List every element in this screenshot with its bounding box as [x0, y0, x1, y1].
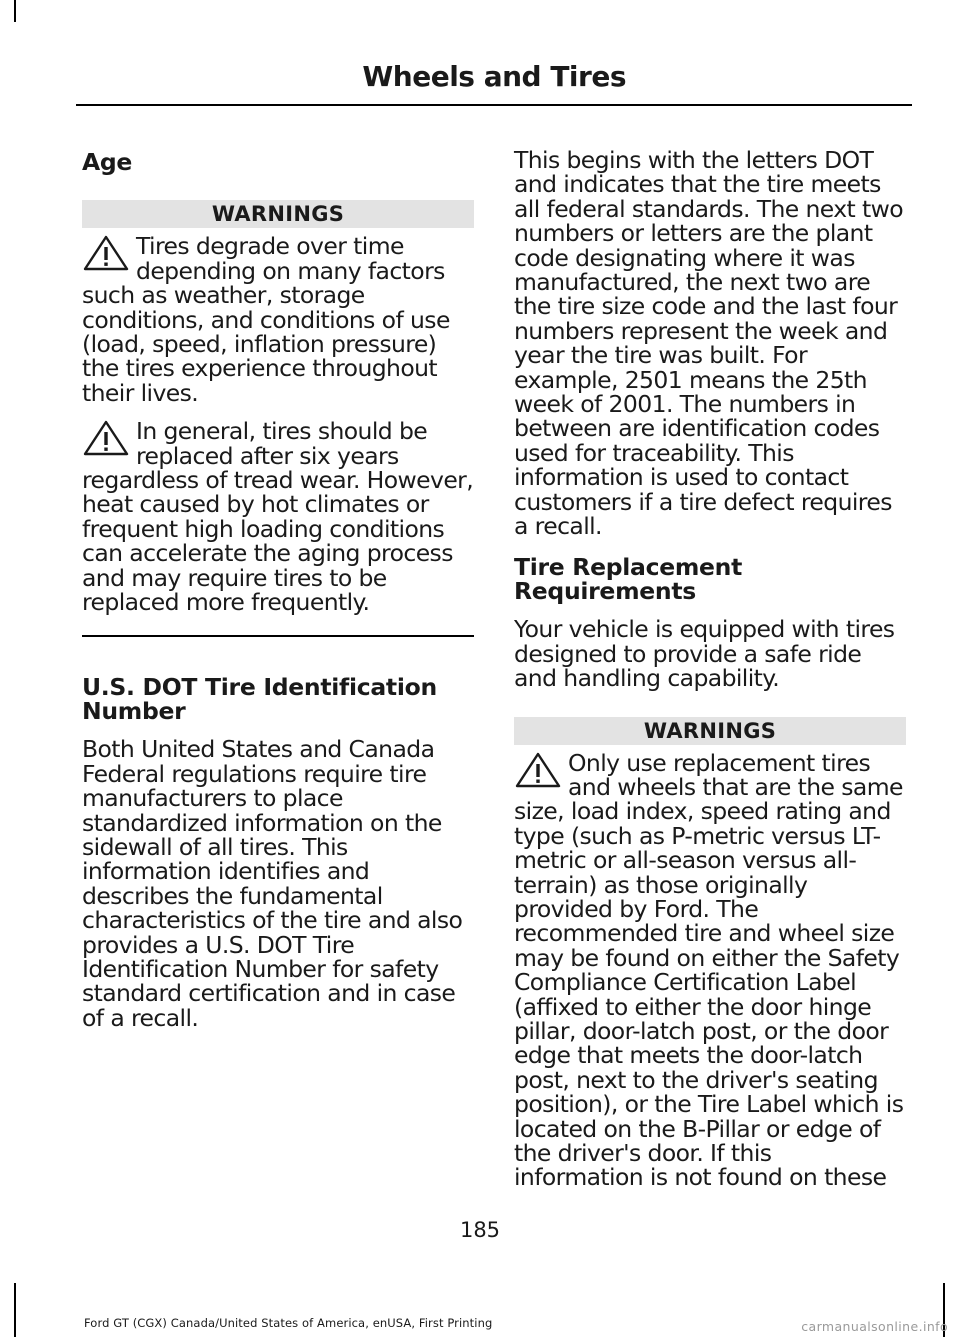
dot-paragraph: Both United States and Canada Federal regulations require tire manufacturers to place standardized information on the sidewall of all tires. This information identifies and describes the fundamental characteristics of the tire and also provides a U.S. DOT Tire Identification Number for safety standard certification and in case of a recall. [82, 735, 463, 1032]
crop-mark-bottom-left [14, 1283, 16, 1337]
section-heading-replacement-line2: Requirements [514, 576, 696, 605]
warnings-header: WARNINGS [514, 717, 906, 745]
replacement-paragraph: Your vehicle is equipped with tires designed to provide a safe ride and handling capability. [514, 615, 895, 693]
warning-text: Only use replacement tires and wheels that are the same size, load index, speed rating and type (such as P-metric versus LT-metric or all-season versus all-terrain) as those originally provided by Ford. The recommended tire and wheel size may be found on either the Safety Compliance Certification Label (affixed to either the door hinge pillar, door-latch post, or the door edge that meets the door-latch post, next to the driver's seating position), or the Tire Label which is located on the B-Pillar or edge of the driver's door. If this information is not found on these [514, 748, 904, 1192]
section-heading-dot-line2: Number [82, 696, 186, 725]
warning-triangle-icon [514, 751, 562, 789]
section-heading-replacement-line1: Tire Replacement [514, 552, 743, 581]
warning-triangle-icon [82, 234, 130, 272]
warning-item [514, 748, 906, 1192]
section-heading-age: Age [82, 148, 133, 176]
watermark: carmanualsonline.info [801, 1319, 948, 1334]
warning-triangle-icon [82, 419, 130, 457]
warning-item [82, 417, 474, 617]
page-number: 185 [459, 1218, 501, 1242]
section-heading-replacement [514, 552, 906, 605]
publication-footer: Ford GT (CGX) Canada/United States of America, enUSA, First Printing [84, 1316, 493, 1330]
left-column [82, 140, 474, 1030]
page-title: Wheels and Tires [362, 60, 626, 93]
right-column [514, 140, 906, 1190]
section-heading-dot [82, 672, 474, 725]
section-heading-dot-line1: U.S. DOT Tire Identification [82, 672, 437, 701]
warning-item [82, 234, 474, 405]
warnings-header: WARNINGS [82, 200, 474, 228]
dot-paragraph-continued: This begins with the letters DOT and indicates that the tire meets all federal standards. The next two numbers or letters are the plant code designating where it was manufactured, the next two are the tire size code and the last four numbers represent the week and year the tire was built. For example, 2501 means the 25th week of 2001. The numbers in between are identification codes used for traceability. This information is used to contact customers if a tire defect requires a recall. [514, 146, 904, 541]
warnings-end-divider [82, 635, 474, 637]
header-divider [76, 104, 912, 106]
warning-text: Tires degrade over time depending on many factors such as weather, storage conditions, and conditions of use (load, speed, inflation pressure) the tires experience throughout their lives. [82, 232, 450, 407]
warning-text: In general, tires should be replaced after six years regardless of tread wear. However, heat caused by hot climates or frequent high loading conditions can accelerate the aging process and may require tires to be replaced more frequently. [82, 417, 474, 617]
crop-mark-top-left [14, 0, 16, 22]
